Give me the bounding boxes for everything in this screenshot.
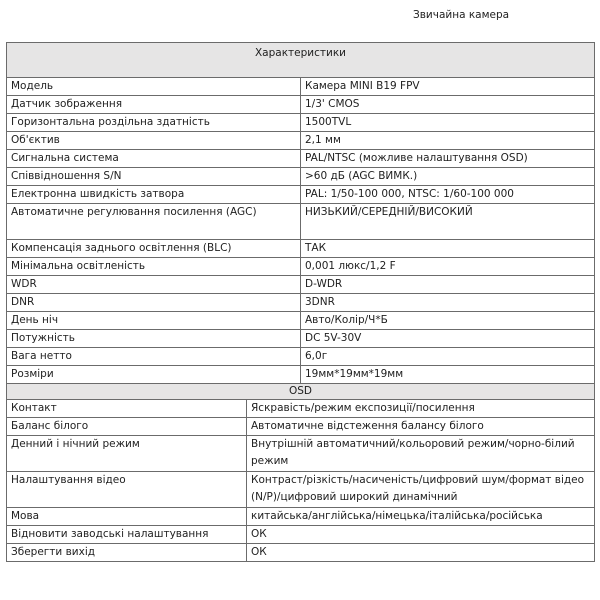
spec-label: Датчик зображення: [7, 96, 301, 114]
spec-label: Електронна швидкість затвора: [7, 186, 301, 204]
table-row: [7, 526, 595, 544]
osd-label: Контакт: [7, 400, 247, 418]
osd-value: Внутрішній автоматичний/кольоровий режим/чорно-білий режим: [247, 436, 595, 472]
table-row: [7, 150, 595, 168]
table-row: [7, 78, 595, 96]
osd-value: Яскравість/режим експозиції/посилення: [247, 400, 595, 418]
spec-label: WDR: [7, 276, 301, 294]
spec-value: PAL/NTSC (можливе налаштування OSD): [301, 150, 595, 168]
spec-label: Вага нетто: [7, 348, 301, 366]
spec-label: DNR: [7, 294, 301, 312]
osd-value: Автоматичне відстеження балансу білого: [247, 418, 595, 436]
table-row: [7, 312, 595, 330]
spec-value: ТАК: [301, 240, 595, 258]
spec-value: 0,001 люкс/1,2 F: [301, 258, 595, 276]
spec-label: Співвідношення S/N: [7, 168, 301, 186]
table-row: [7, 436, 595, 472]
osd-value: ОК: [247, 526, 595, 544]
spec-label: Сигнальна система: [7, 150, 301, 168]
table-row: [7, 544, 595, 562]
table-row: [7, 96, 595, 114]
osd-label: Зберегти вихід: [7, 544, 247, 562]
table-row: [7, 114, 595, 132]
spec-value: 19мм*19мм*19мм: [301, 366, 595, 384]
table-row: [7, 276, 595, 294]
osd-label: Налаштування відео: [7, 472, 247, 508]
spec-label: Об'єктив: [7, 132, 301, 150]
osd-label: Відновити заводські налаштування: [7, 526, 247, 544]
spec-value: 2,1 мм: [301, 132, 595, 150]
document-title: Звичайна камера: [413, 9, 510, 21]
table-row: [7, 330, 595, 348]
table-row: [7, 132, 595, 150]
spec-label: Потужність: [7, 330, 301, 348]
table-row: [7, 294, 595, 312]
table-row: [7, 400, 595, 418]
spec-label: Модель: [7, 78, 301, 96]
spec-value: Камера MINI B19 FPV: [301, 78, 595, 96]
spec-value: D-WDR: [301, 276, 595, 294]
spec-value: 1500TVL: [301, 114, 595, 132]
osd-value: Контраст/різкість/насиченість/цифровий шум/формат відео (N/P)/цифровий широкий динамічний: [247, 472, 595, 508]
osd-table: [6, 399, 595, 562]
spec-value: 6,0г: [301, 348, 595, 366]
spec-label: Автоматичне регулювання посилення (AGC): [7, 204, 301, 240]
osd-header-row: [7, 384, 595, 400]
spec-label: Розміри: [7, 366, 301, 384]
table-row: [7, 240, 595, 258]
table-row: [7, 418, 595, 436]
table-row: [7, 366, 595, 384]
characteristics-header-row: [7, 43, 595, 78]
osd-value: ОК: [247, 544, 595, 562]
spec-label: День ніч: [7, 312, 301, 330]
spec-value: DC 5V-30V: [301, 330, 595, 348]
table-row: [7, 508, 595, 526]
spec-value: PAL: 1/50-100 000, NTSC: 1/60-100 000: [301, 186, 595, 204]
spec-label: Компенсація заднього освітлення (BLC): [7, 240, 301, 258]
osd-label: Мова: [7, 508, 247, 526]
osd-header: OSD: [7, 384, 595, 400]
osd-label: Баланс білого: [7, 418, 247, 436]
spec-value: 3DNR: [301, 294, 595, 312]
table-row: [7, 348, 595, 366]
spec-value: НИЗЬКИЙ/СЕРЕДНІЙ/ВИСОКИЙ: [301, 204, 595, 240]
spec-value: >60 дБ (AGC ВИМК.): [301, 168, 595, 186]
spec-label: Мінімальна освітленість: [7, 258, 301, 276]
spec-value: Авто/Колір/Ч*Б: [301, 312, 595, 330]
table-row: [7, 258, 595, 276]
spec-value: 1/3' CMOS: [301, 96, 595, 114]
characteristics-table: [6, 42, 595, 400]
osd-value: китайська/англійська/німецька/італійська/російська: [247, 508, 595, 526]
table-row: [7, 204, 595, 240]
table-row: [7, 186, 595, 204]
characteristics-header: Характеристики: [7, 43, 595, 78]
table-row: [7, 472, 595, 508]
table-row: [7, 168, 595, 186]
spec-label: Горизонтальна роздільна здатність: [7, 114, 301, 132]
osd-label: Денний і нічний режим: [7, 436, 247, 472]
